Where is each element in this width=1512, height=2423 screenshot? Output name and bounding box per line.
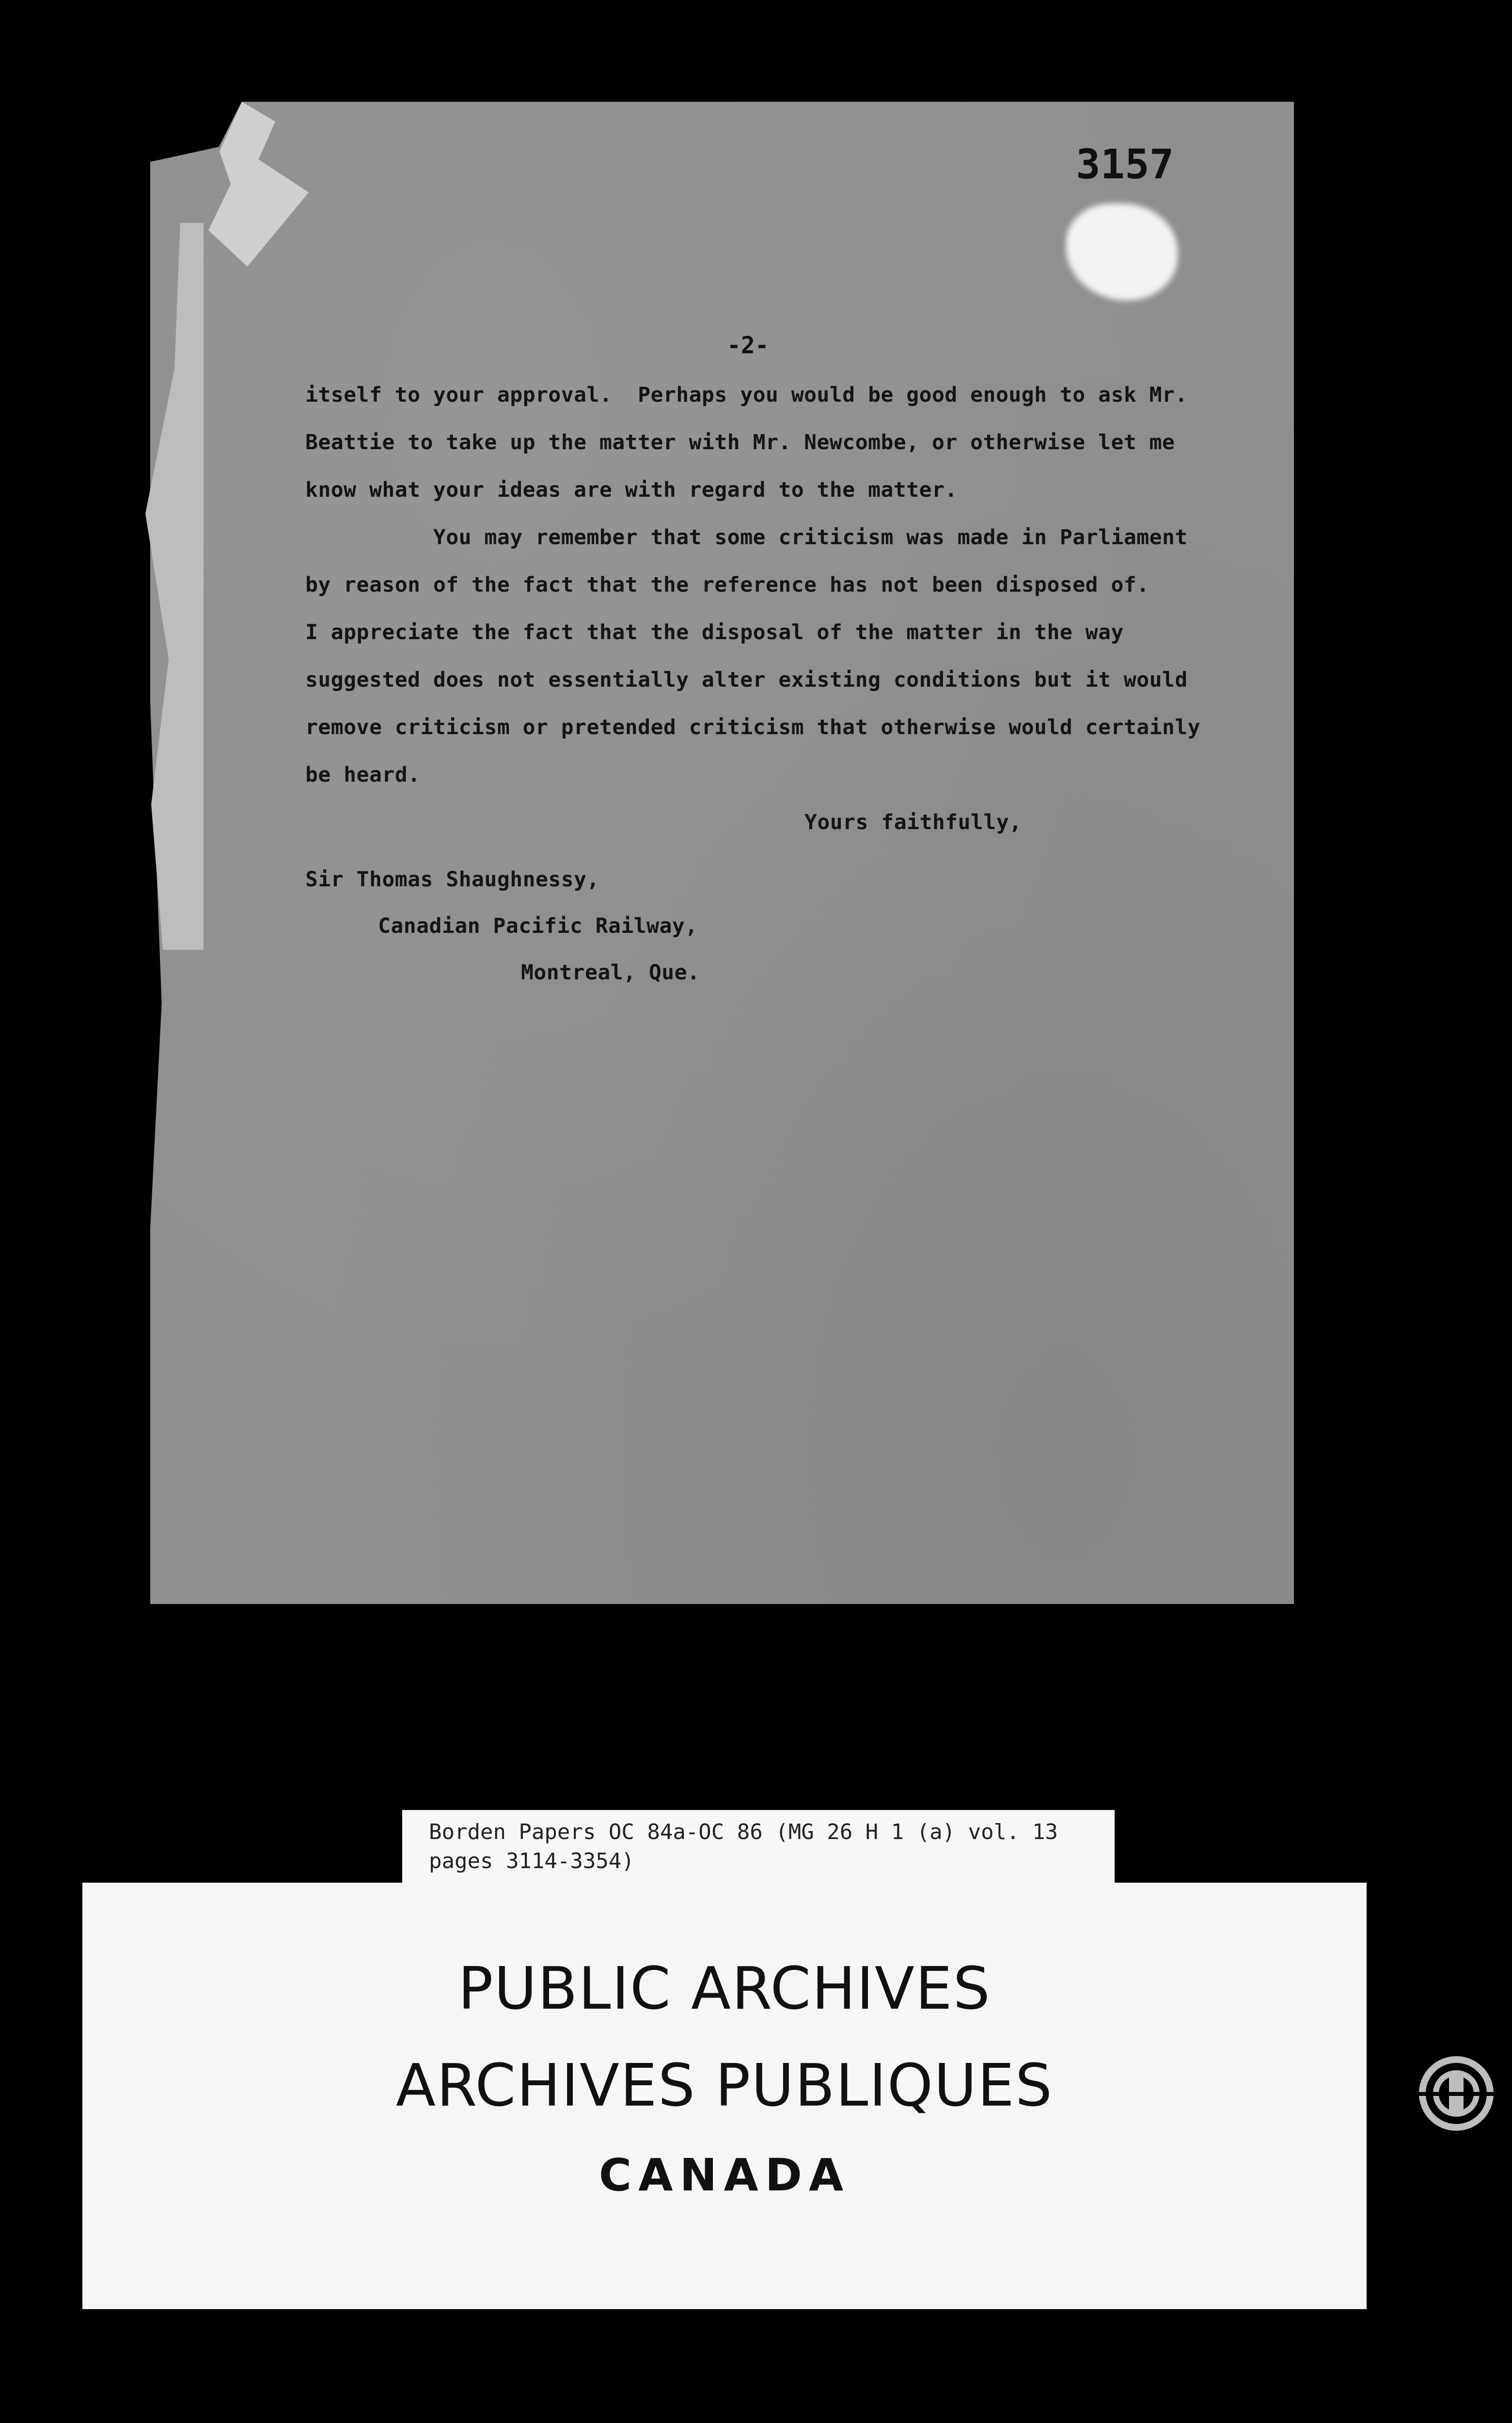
archive-reference-line: pages 3114-3354) xyxy=(429,1849,634,1873)
closing: Yours faithfully, xyxy=(804,810,1022,834)
archive-country: CANADA xyxy=(598,2149,850,2201)
addressee-company: Canadian Pacific Railway, xyxy=(378,914,698,938)
letter-line: know what your ideas are with regard to the matter. xyxy=(305,478,958,502)
archive-card xyxy=(82,1883,1367,2309)
letter-line: suggested does not essentially alter existing conditions but it would xyxy=(305,668,1188,692)
letter-line: itself to your approval. Perhaps you would be good enough to ask Mr. xyxy=(305,383,1188,407)
archive-title-fr: ARCHIVES PUBLIQUES xyxy=(395,2052,1054,2120)
microfilm-logo-icon xyxy=(1415,2052,1497,2135)
letter-sheet xyxy=(150,102,1294,1604)
page-number: 3157 xyxy=(1076,141,1174,188)
archive-reference-tag xyxy=(402,1810,1115,1883)
letter-line: be heard. xyxy=(305,763,421,787)
archive-title-en: PUBLIC ARCHIVES xyxy=(458,1955,991,2023)
letter-line: You may remember that some criticism was made in Parliament xyxy=(305,525,1188,550)
addressee-name: Sir Thomas Shaughnessy, xyxy=(305,867,599,892)
archive-reference-line: Borden Papers OC 84a-OC 86 (MG 26 H 1 (a) vol. 13 xyxy=(429,1820,1058,1844)
page-marker: -2- xyxy=(727,332,769,359)
addressee-city: Montreal, Que. xyxy=(521,960,700,985)
letter-line: I appreciate the fact that the disposal of the matter in the way xyxy=(305,620,1124,645)
letter-line: by reason of the fact that the reference has not been disposed of. xyxy=(305,573,1150,597)
letter-line: remove criticism or pretended criticism that otherwise would certainly xyxy=(305,715,1201,739)
letter-line: Beattie to take up the matter with Mr. Newcombe, or otherwise let me xyxy=(305,430,1175,455)
